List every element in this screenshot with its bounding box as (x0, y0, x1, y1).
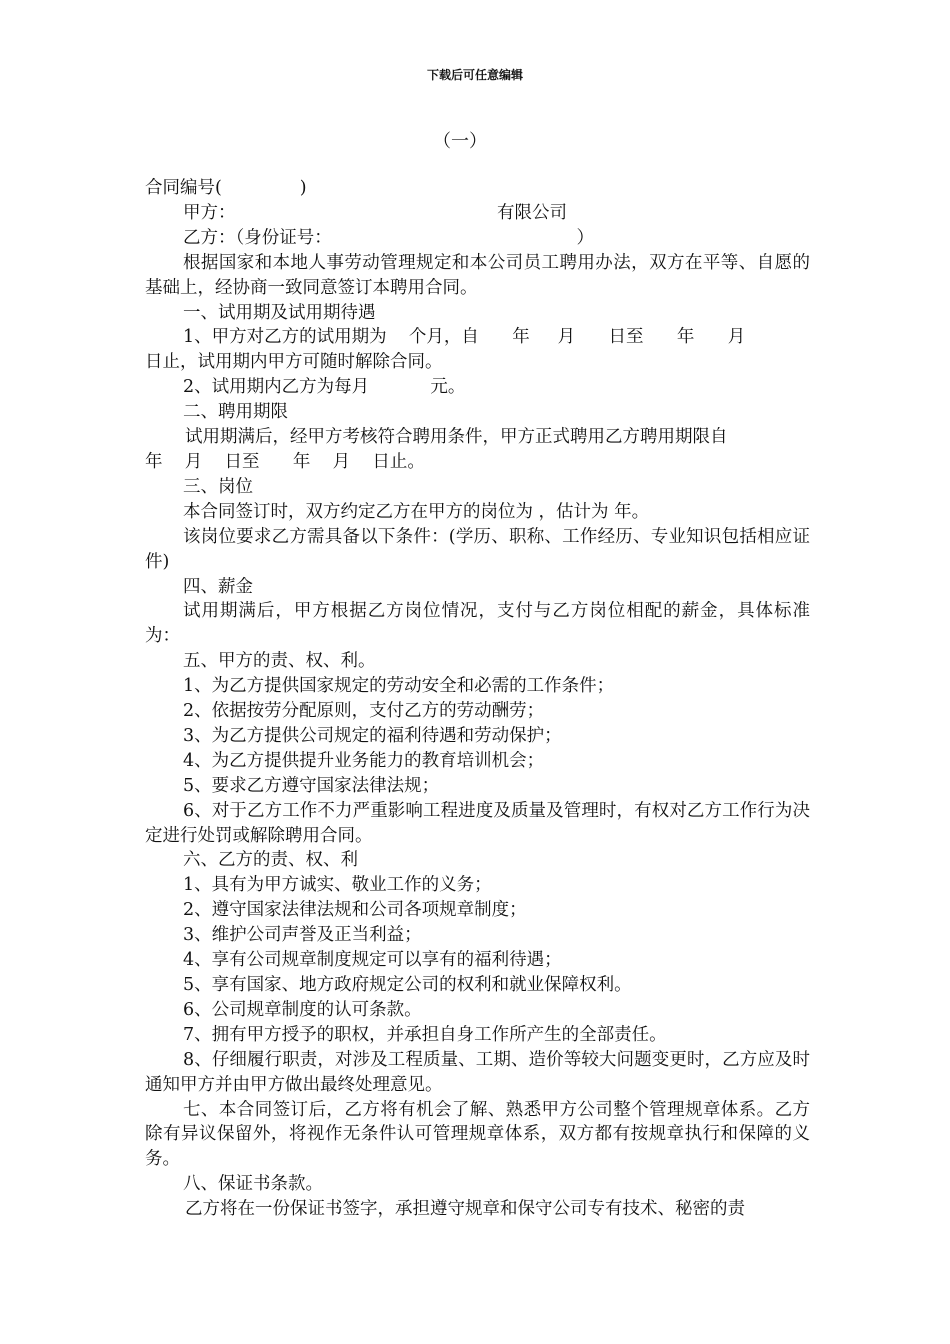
contract-line: 甲方： 有限公司 (183, 202, 567, 223)
contract-line: 4、为乙方提供提升业务能力的教育培训机会； (183, 750, 545, 771)
contract-line: 1、具有为甲方诚实、敬业工作的义务； (183, 875, 492, 896)
contract-line: 8、仔细履行职责，对涉及工程质量、工期、造价等较大问题变更时，乙方应及时通知甲方并由甲方做出最终处理意见。 (145, 1049, 810, 1095)
document-title: （一） (433, 131, 487, 152)
contract-line: 七、本合同签订后，乙方将有机会了解、熟悉甲方公司整个管理规章体系。乙方除有异议保留外，将视作无条件认可管理规章体系，双方都有按规章执行和保障的义务。 (145, 1099, 810, 1170)
contract-line: 5、享有国家、地方政府规定公司的权利和就业保障权利。 (183, 975, 632, 995)
contract-line: 4、享有公司规章制度规定可以享有的福利待遇； (183, 950, 562, 971)
contract-line: 八、保证书条款。 (183, 1174, 323, 1195)
contract-line: 5、要求乙方遵守国家法律法规； (183, 775, 440, 796)
contract-line: 四、薪金 (183, 576, 253, 597)
contract-line: 乙方将在一份保证书签字，承担遵守规章和保守公司专有技术、秘密的责 (185, 1199, 745, 1220)
contract-line: 3、维护公司声誉及正当利益； (183, 925, 422, 946)
contract-line: 7、拥有甲方授予的职权，并承担自身工作所产生的全部责任。 (183, 1024, 667, 1045)
contract-line: 1、为乙方提供国家规定的劳动安全和必需的工作条件； (183, 676, 615, 697)
contract-line: 2、试用期内乙方为每月 元。 (183, 377, 466, 398)
contract-line: 试用期满后，经甲方考核符合聘用条件，甲方正式聘用乙方聘用期限自 (185, 427, 728, 448)
contract-line: 2、依据按劳分配原则，支付乙方的劳动酬劳； (183, 701, 545, 722)
contract-line: 该岗位要求乙方需具备以下条件：(学历、职称、工作经历、专业知识包括相应证件) (145, 526, 810, 572)
contract-line: 六、乙方的责、权、利 (183, 850, 358, 871)
contract-line: 3、为乙方提供公司规定的福利待遇和劳动保护； (183, 725, 562, 746)
contract-line: 根据国家和本地人事劳动管理规定和本公司员工聘用办法，双方在平等、自愿的基础上，经协商一致同意签订本聘用合同。 (145, 252, 810, 298)
contract-line: 日止，试用期内甲方可随时解除合同。 (145, 352, 443, 373)
contract-body (145, 176, 810, 1222)
contract-line: 五、甲方的责、权、利。 (183, 651, 376, 672)
contract-line: 年 月 日至 年 月 日止。 (145, 451, 425, 472)
contract-line: 本合同签订时，双方约定乙方在甲方的岗位为 ，估计为 年。 (183, 501, 650, 522)
contract-line: 合同编号( ) (145, 178, 307, 198)
contract-line: 6、对于乙方工作不力严重影响工程进度及质量及管理时，有权对乙方工作行为决定进行处罚或解除聘用合同。 (145, 800, 810, 846)
contract-line: 乙方：（身份证号： ） (183, 227, 595, 248)
contract-line: 试用期满后，甲方根据乙方岗位情况，支付与乙方岗位相配的薪金，具体标准为： (145, 601, 810, 647)
contract-line: 三、岗位 (183, 476, 253, 497)
contract-line: 二、聘用期限 (183, 402, 288, 423)
contract-line: 2、遵守国家法律法规和公司各项规章制度； (183, 900, 527, 921)
contract-line: 6、公司规章制度的认可条款。 (183, 999, 422, 1020)
contract-line: 一、试用期及试用期待遇 (183, 302, 376, 323)
page-header: 下载后可任意编辑 (426, 68, 523, 82)
contract-line: 1、甲方对乙方的试用期为 个月，自 年 月 日至 年 月 (183, 327, 746, 348)
